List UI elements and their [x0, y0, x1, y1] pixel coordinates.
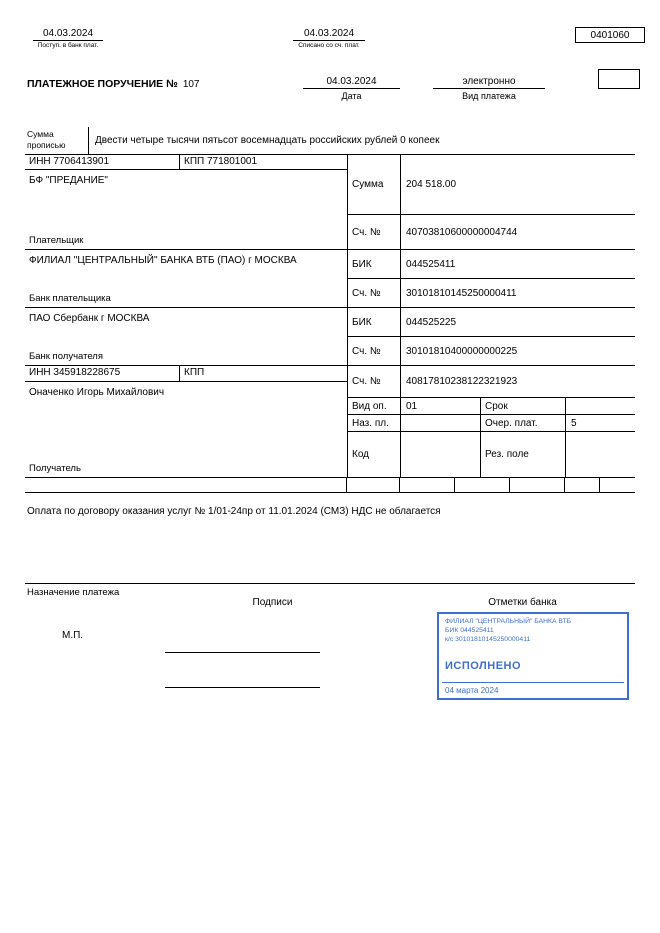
code-label: Код [348, 432, 401, 477]
date-debited-value: 04.03.2024 [293, 28, 365, 41]
payee-bank-account-label: Сч. № [348, 337, 401, 365]
signature-line-1 [165, 652, 320, 653]
strip-cell [510, 478, 565, 492]
date-debited-label: Списано со сч. плат. [298, 42, 360, 49]
payment-date-block [303, 76, 400, 101]
payer-bank-name: ФИЛИАЛ "ЦЕНТРАЛЬНЫЙ" БАНКА ВТБ (ПАО) г МОСКВА [29, 255, 297, 266]
payer-bank-bik-label: БИК [348, 250, 401, 278]
payment-order-title-label: ПЛАТЕЖНОЕ ПОРУЧЕНИЕ № [27, 78, 178, 90]
payer-inn: ИНН 7706413901 [25, 155, 180, 169]
purpose-code-value [401, 415, 481, 431]
payee-band [25, 366, 635, 478]
payee-section-label: Получатель [29, 463, 81, 474]
date-received-value: 04.03.2024 [33, 28, 103, 41]
header-date-debited [293, 28, 365, 49]
payee-bank-section-label: Банк получателя [29, 351, 103, 362]
payee-bank-bik-label: БИК [348, 308, 401, 336]
payer-bank-account-label: Сч. № [348, 279, 401, 307]
payment-purpose-area [25, 493, 635, 584]
payee-account: 40817810238122321923 [406, 376, 518, 387]
payee-account-label: Сч. № [348, 366, 401, 397]
bank-stamp [437, 612, 629, 700]
payment-order-number: 107 [182, 79, 200, 90]
reserve-field-label: Рез. поле [481, 432, 566, 477]
form-code-box: 0401060 [575, 27, 645, 43]
reserve-field-value [566, 432, 635, 477]
stamp-bik: БИК 044525411 [445, 627, 494, 634]
payer-name: БФ "ПРЕДАНИЕ" [29, 175, 108, 186]
stamp-bank-name: ФИЛИАЛ "ЦЕНТРАЛЬНЫЙ" БАНКА ВТБ [445, 618, 572, 625]
payment-purpose-label: Назначение платежа [27, 587, 120, 598]
purpose-code-label: Наз. пл. [348, 415, 401, 431]
stamp-corr-account: к/с 30101810145250000411 [445, 636, 531, 643]
strip-cell [600, 478, 635, 492]
term-label: Срок [481, 398, 566, 414]
payment-date-label: Дата [341, 91, 362, 101]
header-date-received [33, 28, 103, 49]
priority-label: Очер. плат. [481, 415, 566, 431]
op-type-value: 01 [401, 398, 481, 414]
stamp-place-label: М.П. [62, 630, 84, 641]
payee-name: Оначенко Игорь Михайлович [29, 387, 165, 398]
payer-section-label: Плательщик [29, 235, 84, 246]
payee-inn: ИНН 345918228675 [25, 366, 180, 381]
payer-account-label: Сч. № [348, 215, 401, 249]
payer-account: 40703810600000004744 [406, 226, 518, 238]
payment-purpose-text: Оплата по договору оказания услуг № 1/01-24пр от 11.01.2024 (СМЗ) НДС не облагается [27, 506, 441, 517]
payer-band [25, 155, 635, 250]
signatures-label: Подписи [252, 597, 293, 608]
code-value [401, 432, 481, 477]
amount-in-words-row [25, 127, 635, 155]
payee-bank-name: ПАО Сбербанк г МОСКВА [29, 313, 150, 324]
amount-in-words-value: Двести четыре тысячи пятьсот восемнадцать российских рублей 0 копеек [88, 127, 635, 154]
strip-cell [400, 478, 455, 492]
payee-bank-bik: 044525225 [406, 316, 457, 328]
bottom-strip [25, 478, 635, 493]
stamp-divider [442, 682, 624, 683]
strip-cell [455, 478, 510, 492]
payment-kind-value: электронно [433, 76, 545, 89]
strip-cell [347, 478, 400, 492]
payer-bank-band [25, 250, 635, 308]
payment-kind-label: Вид платежа [462, 91, 516, 101]
stamp-date: 04 марта 2024 [445, 686, 499, 695]
signature-line-2 [165, 687, 320, 688]
payment-date-value: 04.03.2024 [303, 76, 400, 89]
payment-kind-block [433, 76, 545, 101]
amount-in-words-label: Сумма прописью [27, 129, 66, 150]
payee-kpp-label: КПП [184, 367, 205, 378]
status-code-box [598, 69, 640, 89]
amount-label: Сумма [348, 155, 401, 214]
stamp-status: ИСПОЛНЕНО [445, 660, 522, 672]
amount-value: 204 518.00 [406, 179, 457, 190]
payer-bank-account: 30101810145250000411 [406, 287, 517, 299]
payee-bank-band [25, 308, 635, 366]
payee-bank-account: 30101810400000000225 [406, 345, 518, 357]
strip-cell [565, 478, 600, 492]
strip-cell [25, 478, 347, 492]
payer-bank-section-label: Банк плательщика [29, 293, 111, 304]
payment-order-title [27, 78, 200, 90]
priority-value: 5 [571, 417, 577, 429]
term-value [566, 398, 635, 414]
payment-table [25, 155, 635, 493]
bank-marks-label: Отметки банка [488, 597, 557, 608]
payer-bank-bik: 044525411 [406, 258, 456, 270]
date-received-label: Поступ. в банк плат. [37, 42, 99, 49]
op-type-label: Вид оп. [348, 398, 401, 414]
payer-kpp: КПП 771801001 [184, 156, 258, 167]
